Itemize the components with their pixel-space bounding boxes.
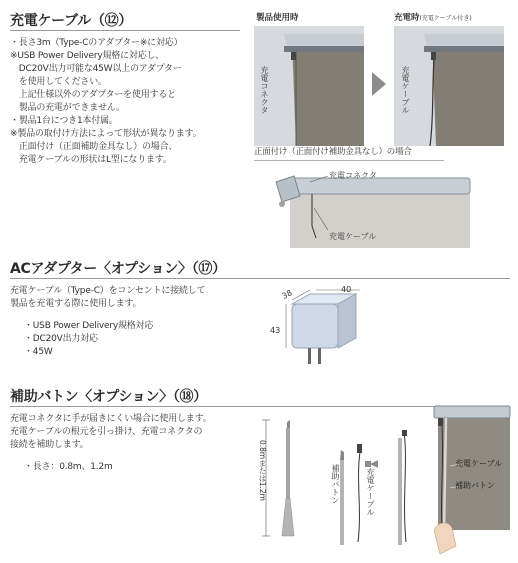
section-12-line: 製品の充電ができません。: [10, 103, 125, 113]
fig-in-use-connector-label: 充電コネクタ: [260, 66, 269, 114]
section-18-intro-line: 充電ケーブルの根元を引っ掛け、充電コネクタの: [10, 427, 203, 437]
usage-cable-label: 充電ケーブル: [455, 459, 503, 468]
ac-adapter-illustration: [280, 290, 370, 372]
usage-baton-label: 補助バトン: [455, 481, 495, 490]
section-17-intro-line: 製品を充電する際に使用します。: [10, 299, 142, 309]
front-connector-label: 充電コネクタ: [329, 171, 377, 180]
section-12-line: を使用してください。: [10, 77, 107, 87]
section-12-line: ※USB Power Delivery規格に対応し、: [10, 51, 165, 61]
section-17-intro-line: 充電ケーブル（Type-C）をコンセントに接続して: [10, 286, 206, 296]
section-12-line: 正面付け（正面補助金具なし）の場合、: [10, 142, 178, 152]
section-12-line: ※製品の取付け方法によって形状が異なります。: [10, 129, 202, 139]
section-18-text: [10, 413, 212, 474]
section-12-line: DC20V出力可能な45W以上のアダプター: [10, 64, 182, 74]
section-12-line: ・長さ3m（Type-Cのアダプター※に対応）: [10, 38, 183, 48]
fig-charging-caption: [394, 11, 472, 23]
section-17-text: [10, 285, 205, 359]
section-12-text: [10, 37, 201, 167]
dim-width: 40: [341, 285, 352, 294]
dim-depth: 38: [280, 288, 294, 301]
front-cable-label: 充電ケーブル: [329, 232, 377, 241]
section-18-intro-line: 充電コネクタに手が届きにくい場合に使用します。: [10, 414, 212, 424]
fig-in-use-illustration: [254, 26, 364, 146]
fig-charging-sub: (充電ケーブル付き): [419, 15, 472, 22]
baton-label: 補助バトン: [331, 464, 340, 504]
section-17-spec: ・DC20V出力対応: [24, 334, 98, 344]
section-18-intro-line: 接続を補助します。: [10, 440, 89, 450]
baton-length-dim-label: 0.8mまたは1.2m: [258, 440, 267, 501]
section-12-line: ・製品1台につき1本付属。: [10, 116, 118, 126]
front-mount-rule: [254, 160, 444, 161]
section-12-title: 充電ケーブル（⑫）: [10, 13, 133, 29]
dim-height: 43: [270, 326, 281, 335]
section-17-spec: ・USB Power Delivery規格対応: [24, 321, 154, 331]
section-12-rule: [10, 30, 240, 31]
section-12-line: 上記仕様以外のアダプターを使用すると: [10, 90, 176, 100]
section-17-rule: [10, 278, 510, 279]
fig-charging-cable-label: 充電ケーブル: [401, 66, 410, 114]
section-17-spec: ・45W: [24, 347, 53, 357]
arrow-right-icon: [372, 72, 386, 96]
section-18-length: ・長さ：0.8m、1.2m: [24, 462, 113, 472]
front-mount-caption: 正面付け（正面付け補助金具なし）の場合: [254, 147, 412, 157]
section-12-line: 充電ケーブルの形状はL型になります。: [10, 155, 172, 165]
section-18-title: 補助バトン〈オプション〉（⑱）: [10, 389, 207, 405]
section-17-title: ACアダプター〈オプション〉（⑰）: [10, 261, 226, 277]
fig-charging-label: 充電時: [394, 13, 420, 23]
fig-in-use-caption: 製品使用時: [256, 13, 299, 23]
baton-cable-label: 充電ケーブル: [366, 468, 375, 516]
